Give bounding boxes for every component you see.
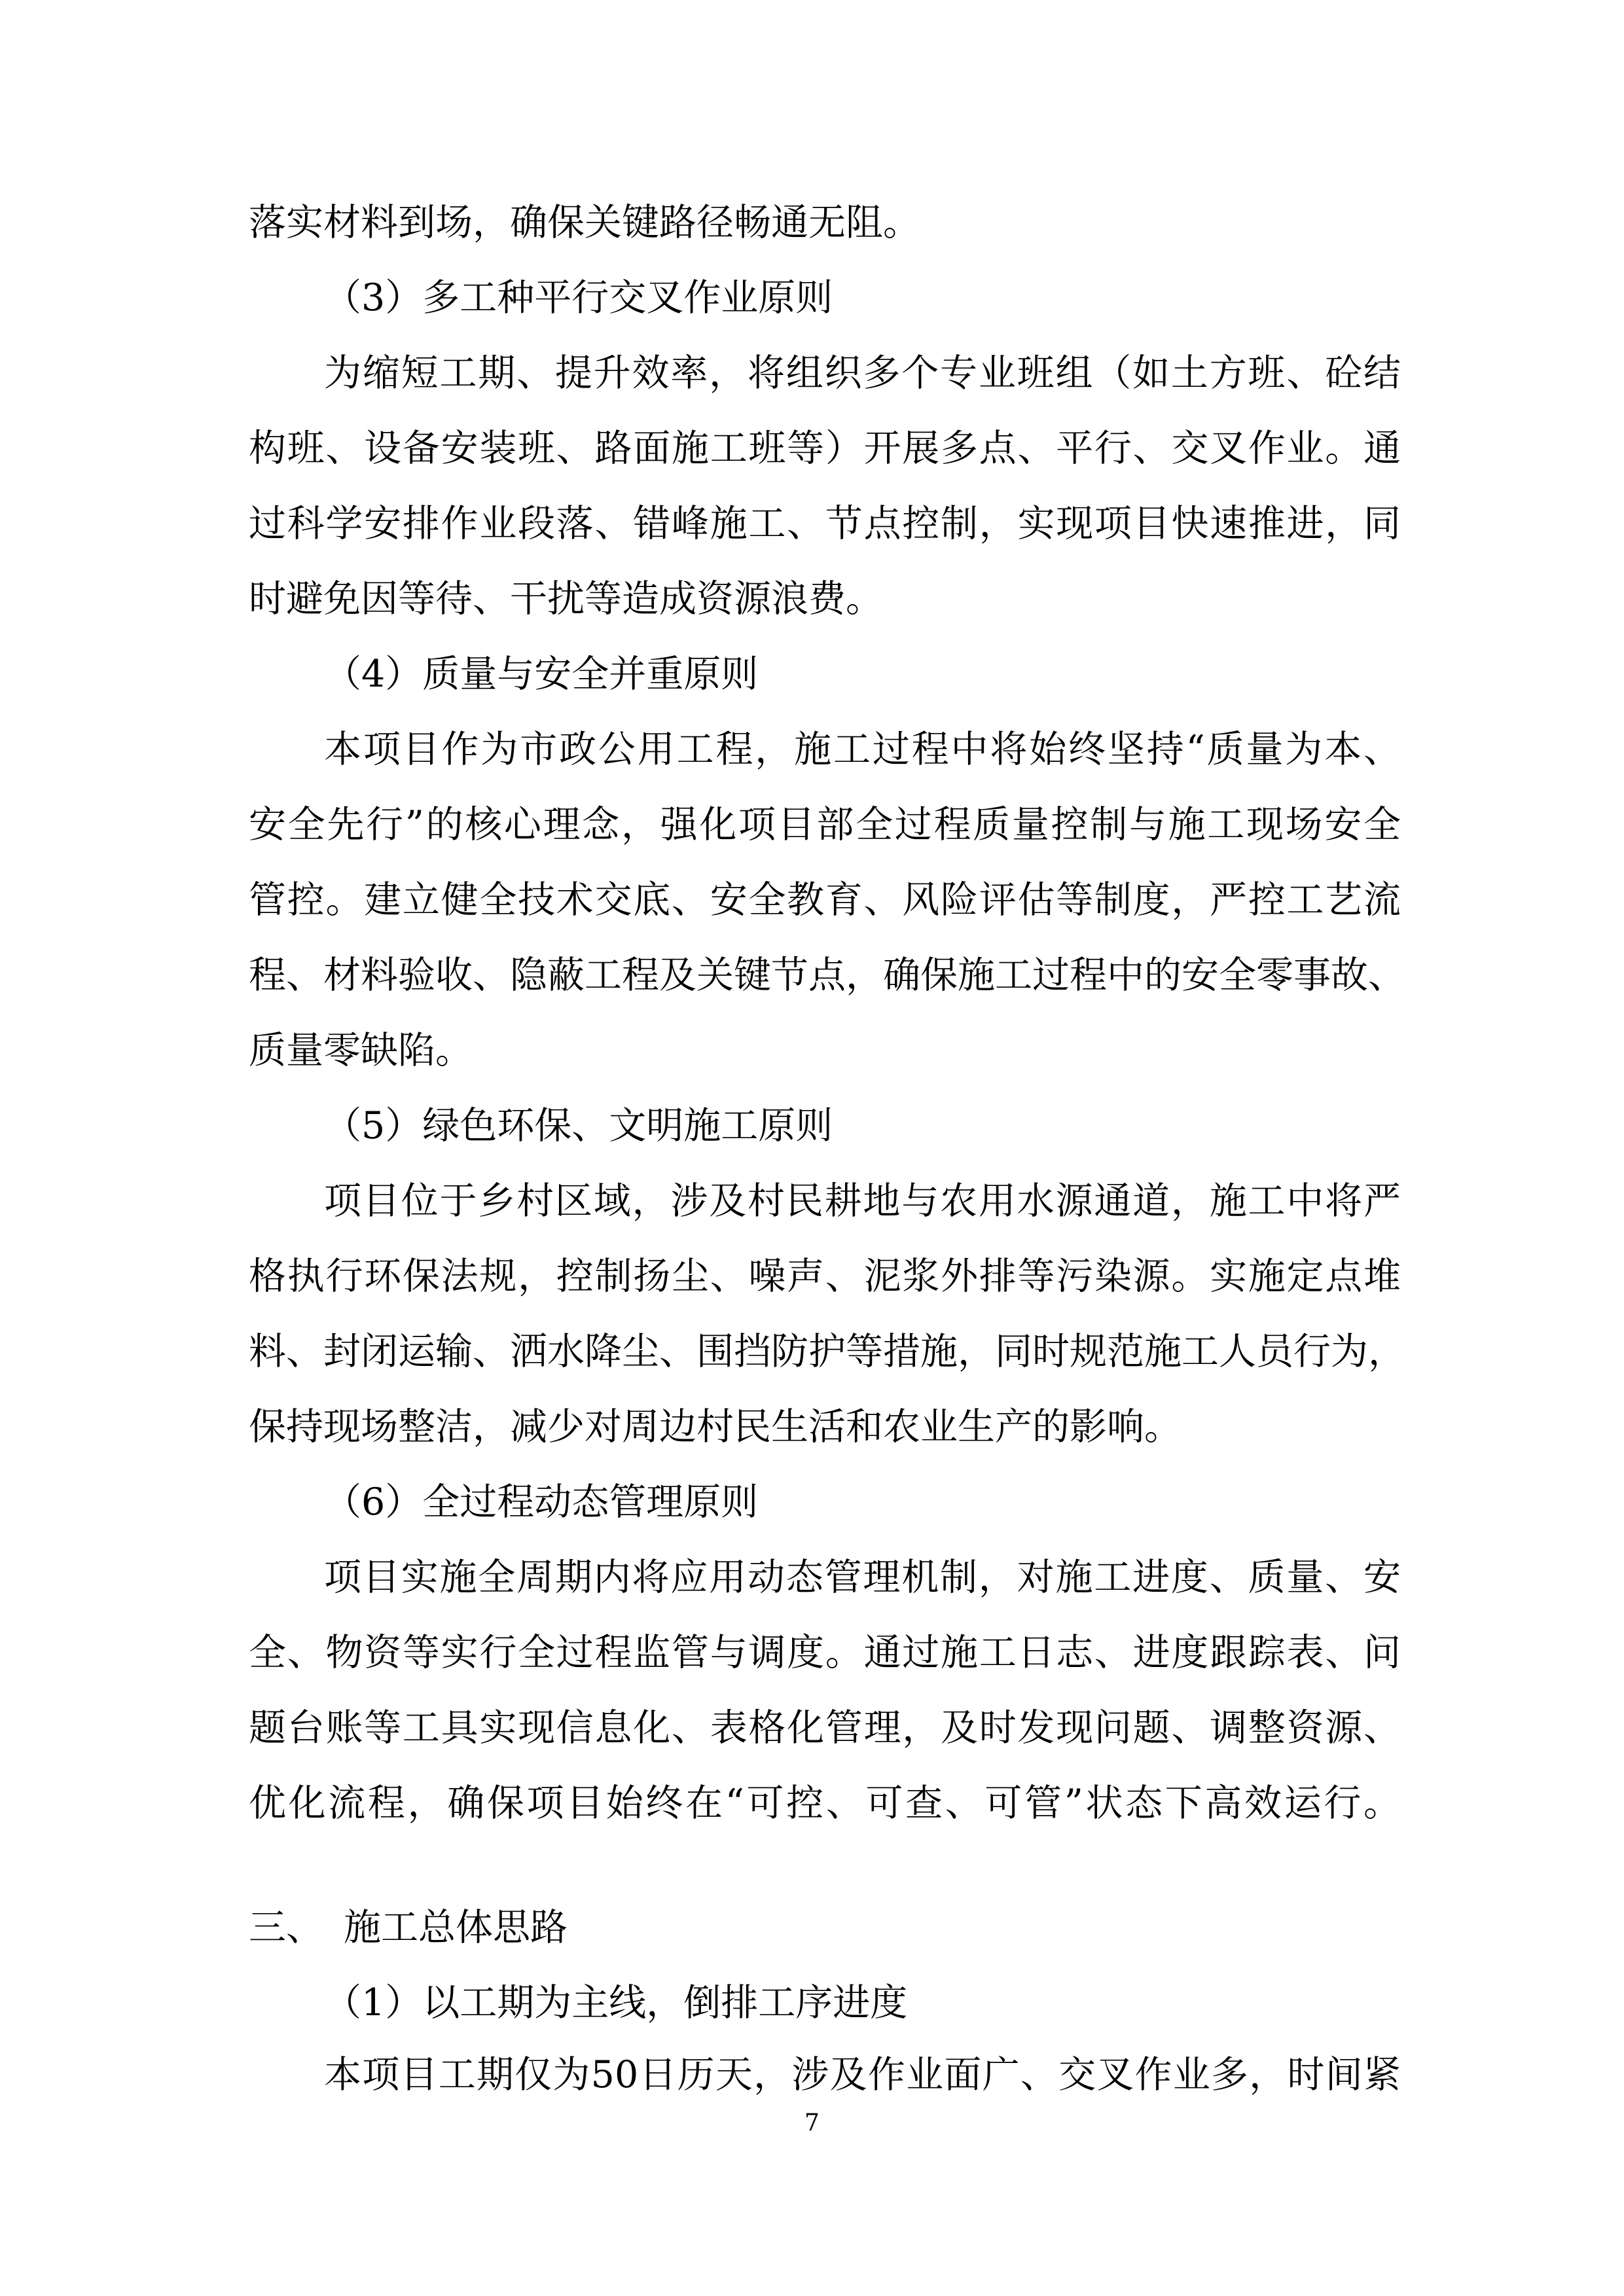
- paragraph-line: 构班、设备安装班、路面施工班等）开展多点、平行、交叉作业。通: [249, 427, 1401, 470]
- paragraph-line: 安全先行”的核心理念，强化项目部全过程质量控制与施工现场安全: [249, 803, 1401, 846]
- subheading-1: （1）以工期为主线，倒排工序进度: [324, 1981, 908, 2024]
- paragraph-line: 为缩短工期、提升效率，将组织多个专业班组（如土方班、砼结: [324, 351, 1401, 395]
- paragraph-line: 本项目工期仅为50日历天，涉及作业面广、交叉作业多，时间紧: [324, 2053, 1401, 2096]
- page-number: 7: [804, 2109, 820, 2136]
- paragraph-line: 保持现场整洁，减少对周边村民生活和农业生产的影响。: [249, 1405, 1182, 1448]
- paragraph-line: 全、物资等实行全过程监管与调度。通过施工日志、进度跟踪表、问: [249, 1631, 1401, 1674]
- paragraph-line: 落实材料到场，确保关键路径畅通无阻。: [249, 201, 920, 244]
- paragraph-line: 项目实施全周期内将应用动态管理机制，对施工进度、质量、安: [324, 1556, 1401, 1599]
- subheading-5: （5）绿色环保、文明施工原则: [324, 1104, 833, 1147]
- paragraph-line: 过科学安排作业段落、错峰施工、节点控制，实现项目快速推进，同: [249, 502, 1401, 545]
- paragraph-line: 料、封闭运输、洒水降尘、围挡防护等措施，同时规范施工人员行为，: [249, 1330, 1405, 1373]
- paragraph-line: 质量零缺陷。: [249, 1029, 473, 1072]
- paragraph-line: 管控。建立健全技术交底、安全教育、风险评估等制度，严控工艺流: [249, 878, 1401, 922]
- paragraph-line: 格执行环保法规，控制扬尘、噪声、泥浆外排等污染源。实施定点堆: [249, 1255, 1401, 1298]
- paragraph-line: 题台账等工具实现信息化、表格化管理，及时发现问题、调整资源、: [249, 1706, 1401, 1749]
- paragraph-line: 程、材料验收、隐蔽工程及关键节点，确保施工过程中的安全零事故、: [249, 954, 1405, 997]
- subheading-6: （6）全过程动态管理原则: [324, 1480, 759, 1524]
- paragraph-line: 本项目作为市政公用工程，施工过程中将始终坚持“质量为本、: [324, 728, 1401, 771]
- subheading-4: （4）质量与安全并重原则: [324, 653, 759, 696]
- paragraph-line: 优化流程，确保项目始终在“可控、可查、可管”状态下高效运行。: [249, 1782, 1401, 1825]
- section-title: 施工总体思路: [344, 1906, 568, 1949]
- section-number: 三、: [249, 1906, 323, 1949]
- paragraph-line: 项目位于乡村区域，涉及村民耕地与农用水源通道，施工中将严: [324, 1179, 1401, 1223]
- paragraph-line: 时避免因等待、干扰等造成资源浪费。: [249, 577, 883, 620]
- subheading-3: （3）多工种平行交叉作业原则: [324, 276, 833, 319]
